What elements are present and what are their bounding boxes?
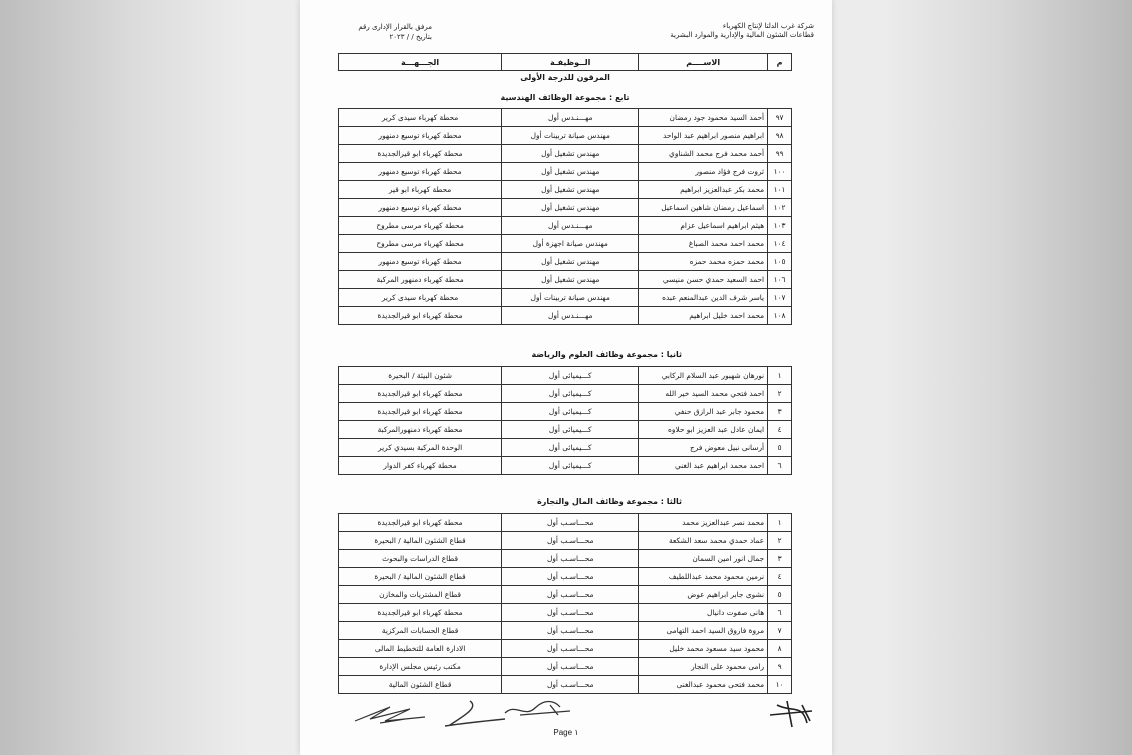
attachment-label: مرفق بالقرار الإدارى رقم <box>358 23 432 31</box>
job-title: مهندس صيانة تربينات أول <box>502 289 639 307</box>
table-row <box>339 658 792 676</box>
job-title: محـــاسـب أول <box>502 550 639 568</box>
table-row <box>339 457 792 475</box>
row-number: ٩٧ <box>768 109 792 127</box>
row-number: ٦ <box>768 604 792 622</box>
department: محطة كهرباء ابو قيرالجديدة <box>339 514 502 532</box>
sector-name: قطاعات الشئون المالية والإدارية والموارد البشرية <box>670 31 814 39</box>
department: محطة كهرباء كفر الدوار <box>339 457 502 475</box>
job-title: مهندس صيانة اجهزة أول <box>502 235 639 253</box>
row-number: ٣ <box>768 550 792 568</box>
signature-2 <box>430 693 510 733</box>
table-row <box>339 403 792 421</box>
job-title: محـــاسـب أول <box>502 568 639 586</box>
job-title: محـــاسـب أول <box>502 514 639 532</box>
department: شئون البيئة / البحيرة <box>339 367 502 385</box>
department: قطاع الشئون المالية / البحيرة <box>339 532 502 550</box>
employee-name: محمد بكر عبدالعزيز ابراهيم <box>639 181 768 199</box>
table-row <box>339 217 792 235</box>
row-number: ١٠٤ <box>768 235 792 253</box>
table-row <box>339 550 792 568</box>
department: محطة كهرباء ابو قير <box>339 181 502 199</box>
job-title: كـــيميائى أول <box>502 403 639 421</box>
row-number: ١٠٠ <box>768 163 792 181</box>
row-number: ٧ <box>768 622 792 640</box>
employee-name: هيثم ابراهيم اسماعيل عزام <box>639 217 768 235</box>
letterhead <box>670 22 814 40</box>
department: محطة كهرباء توسيع دمنهور <box>339 253 502 271</box>
row-number: ٥ <box>768 586 792 604</box>
promoted-title: المرقون للدرجة الأولى <box>520 73 610 82</box>
table-row <box>339 271 792 289</box>
column-header-table <box>338 53 792 71</box>
table-row <box>339 385 792 403</box>
employee-name: احمد فتحي محمد السيد خير الله <box>639 385 768 403</box>
engineering-title: تابع : مجموعة الوظائف الهندسية <box>500 93 630 102</box>
science-table <box>338 366 792 475</box>
decision-reference <box>322 22 432 42</box>
document-page <box>300 0 832 755</box>
department: محطة كهرباء دمنهورالمركبة <box>339 421 502 439</box>
row-number: ١ <box>768 367 792 385</box>
employee-name: جمال انور امين السمان <box>639 550 768 568</box>
date-label: بتاريخ <box>415 33 432 41</box>
job-title: كـــيميائى أول <box>502 421 639 439</box>
row-number: ٢ <box>768 532 792 550</box>
department: الوحدة المركبة بسيدي كرير <box>339 439 502 457</box>
job-title: محـــاسـب أول <box>502 586 639 604</box>
table-row <box>339 367 792 385</box>
department: محطة كهرباء ابو قيرالجديدة <box>339 307 502 325</box>
col-dept: الجـــهـــة <box>339 54 502 71</box>
col-job: الــوظيفـة <box>502 54 639 71</box>
department: محطة كهرباء توسيع دمنهور <box>339 127 502 145</box>
department: مكتب رئيس مجلس الإدارة <box>339 658 502 676</box>
job-title: مهندس تشغيل أول <box>502 163 639 181</box>
employee-name: محمد فتحى محمود عبدالغنى <box>639 676 768 694</box>
row-number: ١٠١ <box>768 181 792 199</box>
engineering-table <box>338 108 792 325</box>
job-title: محـــاسـب أول <box>502 532 639 550</box>
job-title: محـــاسـب أول <box>502 622 639 640</box>
department: محطة كهرباء سيدى كرير <box>339 109 502 127</box>
employee-name: نشوى جابر ابراهيم عوض <box>639 586 768 604</box>
row-number: ٤ <box>768 421 792 439</box>
employee-name: محمد احمد خليل ابراهيم <box>639 307 768 325</box>
date-value: / / ٢٠٢٣ <box>389 33 414 41</box>
row-number: ٩٨ <box>768 127 792 145</box>
employee-name: محمود جابر عبد الرازق حنفي <box>639 403 768 421</box>
signature-4 <box>762 693 822 733</box>
employee-name: عماد حمدي محمد سعد الشكعة <box>639 532 768 550</box>
table-row <box>339 253 792 271</box>
department: محطة كهرباء دمنهور المركبة <box>339 271 502 289</box>
row-number: ١٠٣ <box>768 217 792 235</box>
row-number: ١٠٢ <box>768 199 792 217</box>
department: محطة كهرباء ابو قيرالجديدة <box>339 604 502 622</box>
row-number: ١٠ <box>768 676 792 694</box>
finance-title: ثالثا : مجموعة وظائف المال والتجارة <box>537 497 682 506</box>
signature-1 <box>500 693 590 733</box>
job-title: مهندس تشغيل أول <box>502 181 639 199</box>
department: محطة كهرباء توسيع دمنهور <box>339 163 502 181</box>
science-title: ثانيا : مجموعة وظائف العلوم والرياضة <box>531 350 682 359</box>
employee-name: احمد محمد ابراهيم عبد الغني <box>639 457 768 475</box>
table-row <box>339 586 792 604</box>
row-number: ٩٩ <box>768 145 792 163</box>
job-title: مهـــنـدس أول <box>502 109 639 127</box>
table-row <box>339 439 792 457</box>
job-title: مهندس تشغيل أول <box>502 253 639 271</box>
col-name: الاســــم <box>639 54 768 71</box>
col-num: م <box>768 54 792 71</box>
table-row <box>339 199 792 217</box>
department: محطة كهرباء سيدى كرير <box>339 289 502 307</box>
employee-name: هانى صفوت دانيال <box>639 604 768 622</box>
row-number: ٤ <box>768 568 792 586</box>
job-title: مهندس تشغيل أول <box>502 199 639 217</box>
department: محطة كهرباء مرسى مطروح <box>339 235 502 253</box>
employee-name: اسماعيل رمضان شاهين اسماعيل <box>639 199 768 217</box>
job-title: مهندس صيانة تربينات أول <box>502 127 639 145</box>
table-row <box>339 145 792 163</box>
department: قطاع الحسابات المركزية <box>339 622 502 640</box>
job-title: محـــاسـب أول <box>502 658 639 676</box>
table-row <box>339 604 792 622</box>
row-number: ١٠٨ <box>768 307 792 325</box>
employee-name: احمد السعيد حمدي حسن منيسي <box>639 271 768 289</box>
table-row <box>339 307 792 325</box>
employee-name: نرمين محمود محمد عبداللطيف <box>639 568 768 586</box>
table-row <box>339 622 792 640</box>
employee-name: ابراهيم منصور ابراهيم عبد الواحد <box>639 127 768 145</box>
department: قطاع الشئون المالية <box>339 676 502 694</box>
job-title: كـــيميائى أول <box>502 367 639 385</box>
department: محطة كهرباء ابو قيرالجديدة <box>339 403 502 421</box>
row-number: ١٠٧ <box>768 289 792 307</box>
employee-name: أرسانى نبيل معوض فرج <box>639 439 768 457</box>
department: الادارة العامة للتخطيط المالى <box>339 640 502 658</box>
finance-table <box>338 513 792 694</box>
page-number: Page ١ <box>553 728 579 737</box>
row-number: ١ <box>768 514 792 532</box>
job-title: كـــيميائى أول <box>502 457 639 475</box>
table-row <box>339 676 792 694</box>
department: محطة كهرباء مرسى مطروح <box>339 217 502 235</box>
row-number: ٨ <box>768 640 792 658</box>
table-row <box>339 640 792 658</box>
employee-name: محمد نصر عبدالعزيز محمد <box>639 514 768 532</box>
row-number: ٥ <box>768 439 792 457</box>
employee-name: مروة فاروق السيد احمد التهامى <box>639 622 768 640</box>
job-title: كـــيميائى أول <box>502 439 639 457</box>
table-row <box>339 421 792 439</box>
table-row <box>339 514 792 532</box>
row-number: ٢ <box>768 385 792 403</box>
department: محطة كهرباء ابو قيرالجديدة <box>339 385 502 403</box>
employee-name: محمود سيد مسعود محمد خليل <box>639 640 768 658</box>
department: قطاع الشئون المالية / البحيرة <box>339 568 502 586</box>
department: محطة كهرباء ابو قيرالجديدة <box>339 145 502 163</box>
employee-name: أحمد السيد محمود جود رمضان <box>639 109 768 127</box>
job-title: محـــاسـب أول <box>502 676 639 694</box>
employee-name: رامى محمود على النجار <box>639 658 768 676</box>
employee-name: ثروت فرج فؤاد منصور <box>639 163 768 181</box>
job-title: مهندس تشغيل أول <box>502 145 639 163</box>
employee-name: محمد حمزه محمد حمزه <box>639 253 768 271</box>
row-number: ١٠٦ <box>768 271 792 289</box>
job-title: كـــيميائى أول <box>502 385 639 403</box>
table-row <box>339 127 792 145</box>
signature-3 <box>350 693 430 733</box>
department: قطاع الدراسات والبحوث <box>339 550 502 568</box>
employee-name: نورهان شهبور عبد السلام الركابي <box>639 367 768 385</box>
row-number: ١٠٥ <box>768 253 792 271</box>
table-row <box>339 235 792 253</box>
table-row <box>339 289 792 307</box>
table-row <box>339 163 792 181</box>
table-row <box>339 109 792 127</box>
department: محطة كهرباء توسيع دمنهور <box>339 199 502 217</box>
row-number: ٩ <box>768 658 792 676</box>
employee-name: محمد احمد محمد الصباغ <box>639 235 768 253</box>
job-title: محـــاسـب أول <box>502 604 639 622</box>
department: قطاع المشتريات والمخازن <box>339 586 502 604</box>
row-number: ٣ <box>768 403 792 421</box>
job-title: مهندس تشغيل أول <box>502 271 639 289</box>
table-row <box>339 568 792 586</box>
table-row <box>339 532 792 550</box>
company-name: شركة غرب الدلتا لإنتاج الكهرباء <box>722 22 814 30</box>
job-title: مهـــنـدس أول <box>502 217 639 235</box>
employee-name: ايمان عادل عبد العزيز ابو حلاوه <box>639 421 768 439</box>
employee-name: أحمد محمد فرج محمد الشناوي <box>639 145 768 163</box>
job-title: محـــاسـب أول <box>502 640 639 658</box>
table-row <box>339 181 792 199</box>
row-number: ٦ <box>768 457 792 475</box>
job-title: مهـــنـدس أول <box>502 307 639 325</box>
date-line <box>322 32 432 42</box>
employee-name: ياسر شرف الدين عبدالمنعم عبده <box>639 289 768 307</box>
